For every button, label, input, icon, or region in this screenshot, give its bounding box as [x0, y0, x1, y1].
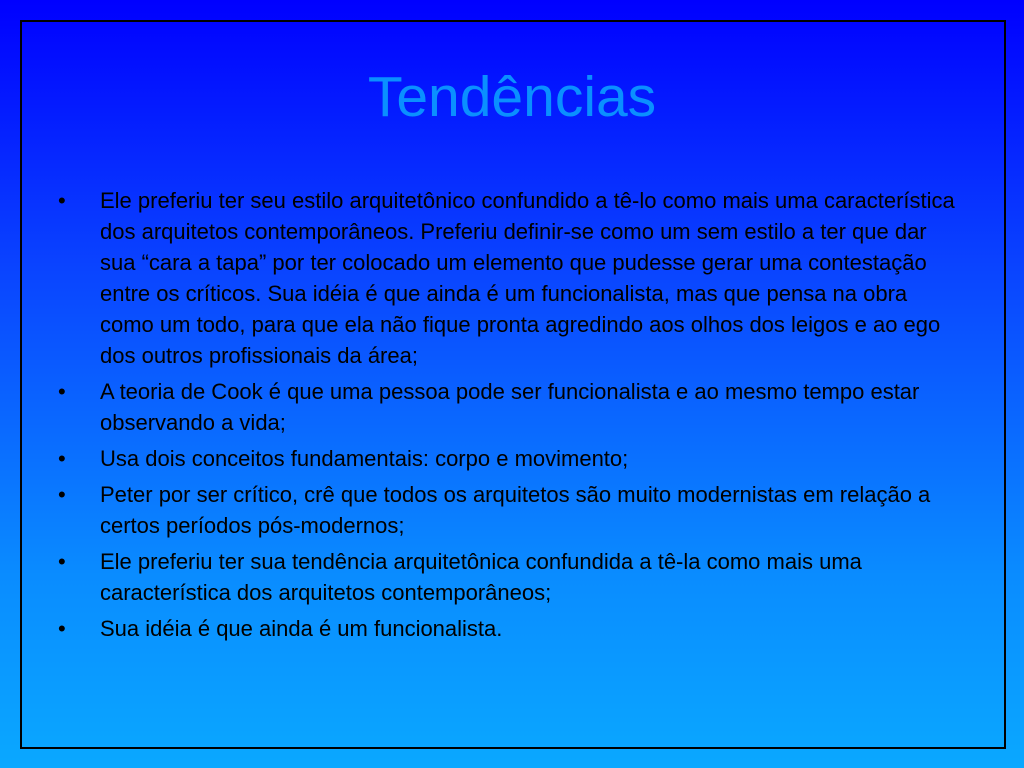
bullet-icon: •: [58, 188, 66, 213]
bullet-icon: •: [58, 549, 66, 574]
bullet-icon: •: [58, 482, 66, 507]
bullet-text: Ele preferiu ter sua tendência arquitetônica confundida a tê-la como mais uma característica dos arquitetos contemporâneos;: [100, 549, 862, 605]
list-item: [58, 479, 963, 541]
bullet-text: Ele preferiu ter seu estilo arquitetônico confundido a tê-lo como mais uma característica dos arquitetos contemporâneos. Preferiu definir-se como um sem estilo a ter que dar sua “cara a tapa” por ter colocado um elemento que pudesse gerar uma contestação entre os críticos. Sua idéia é que ainda é um funcionalista, mas que pensa na obra como um todo, para que ela não fique pronta agredindo aos olhos dos leigos e ao ego dos outros profissionais da área;: [100, 188, 955, 368]
list-item: [58, 443, 963, 474]
list-item: [58, 185, 963, 371]
bullet-list: [58, 185, 963, 649]
slide-title: Tendências: [367, 65, 657, 129]
bullet-text: Sua idéia é que ainda é um funcionalista.: [100, 616, 503, 641]
list-item: [58, 546, 963, 608]
bullet-icon: •: [58, 379, 66, 404]
list-item: [58, 376, 963, 438]
list-item: [58, 613, 963, 644]
bullet-text: A teoria de Cook é que uma pessoa pode ser funcionalista e ao mesmo tempo estar observando a vida;: [100, 379, 920, 435]
bullet-icon: •: [58, 446, 66, 471]
bullet-text: Peter por ser crítico, crê que todos os arquitetos são muito modernistas em relação a certos períodos pós-modernos;: [100, 482, 931, 538]
bullet-icon: •: [58, 616, 66, 641]
bullet-text: Usa dois conceitos fundamentais: corpo e movimento;: [100, 446, 629, 471]
